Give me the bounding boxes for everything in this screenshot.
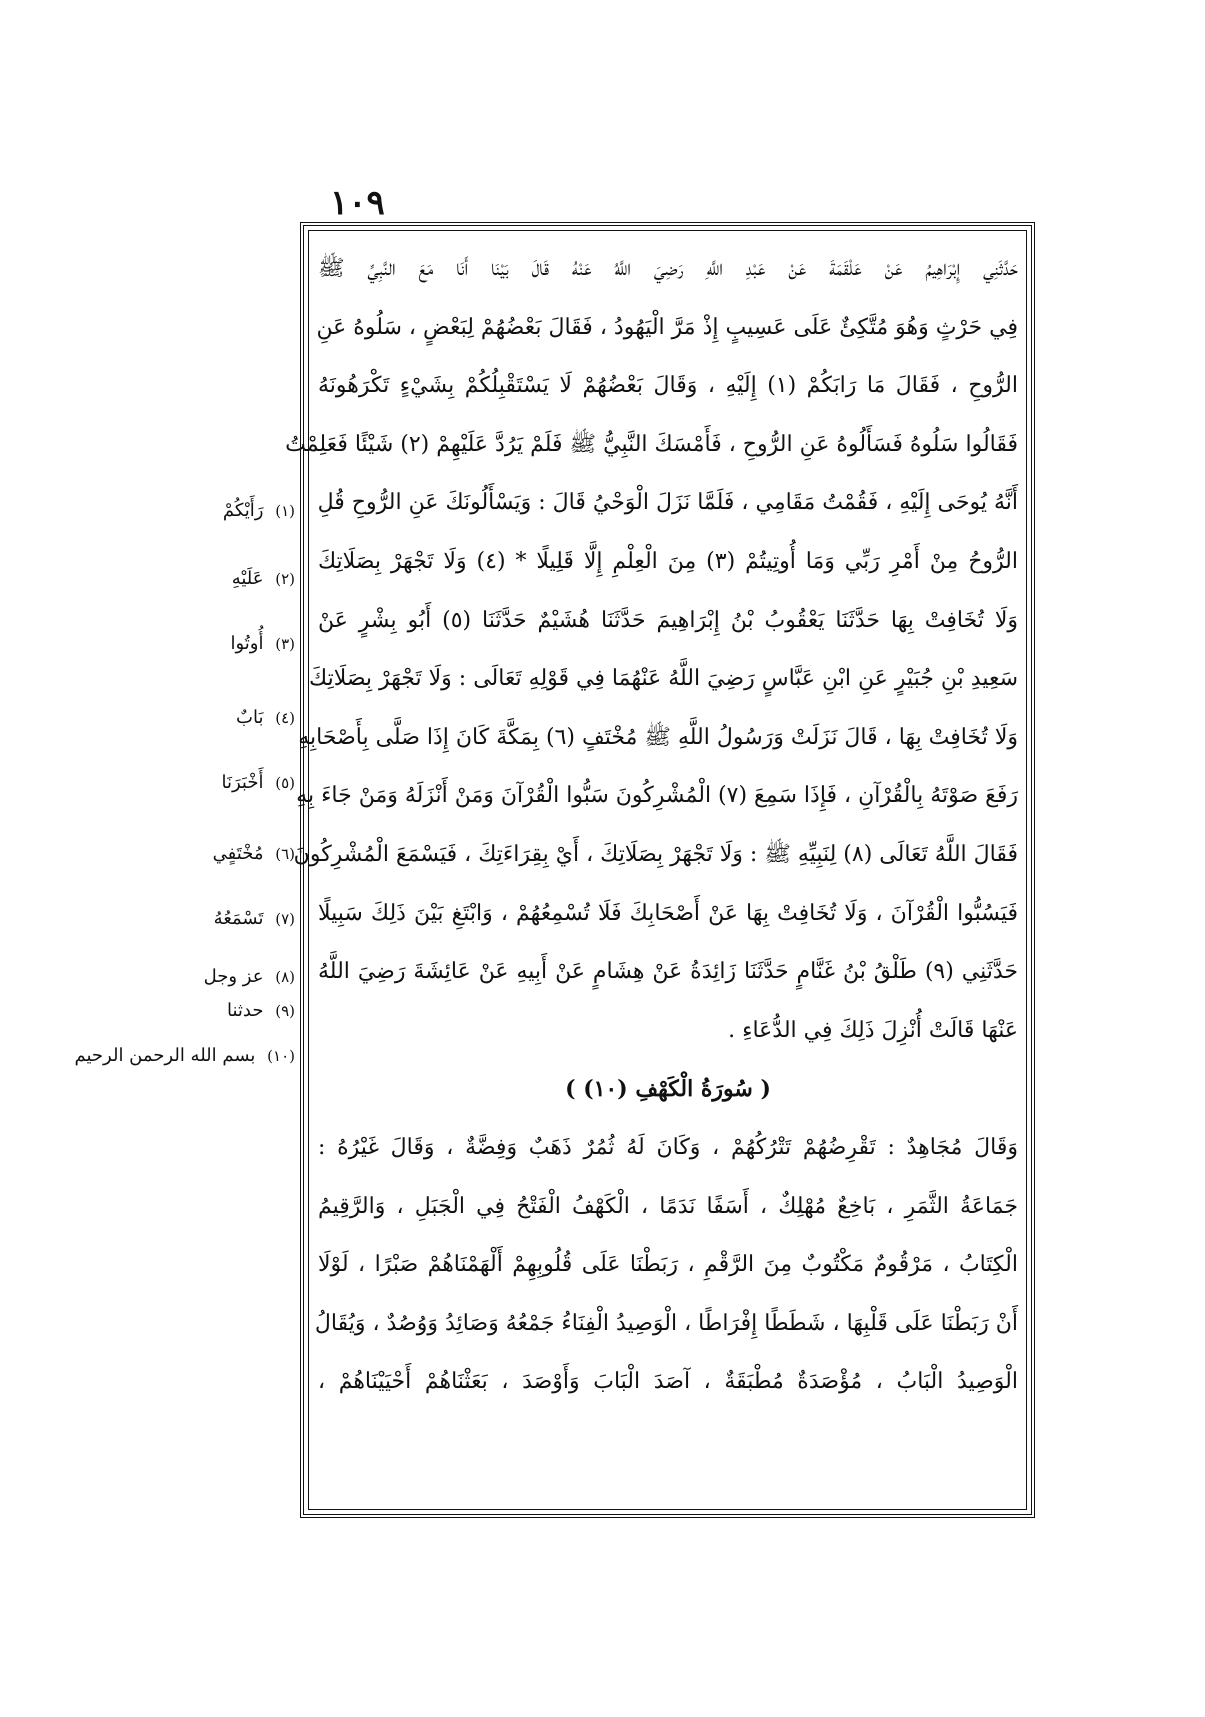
margin-note-9 bbox=[105, 995, 295, 1027]
text-line: حَدَّثَنِي إِبْرَاهِيمُ عَنْ عَلْقَمَةَ عَنْ عَبْدِ اللَّهِ رَضِيَ اللَّهُ عَنْهُ قَالَ بَيْنَا أَنَا مَعَ النَّبِيِّ ﷺ bbox=[318, 256, 1018, 281]
text-line: وَقَالَ مُجَاهِدٌ : تَقْرِضُهُمْ تَتْرُكُهُمْ ، وَكَانَ لَهُ ثُمُرٌ ذَهَبٌ وَفِضَّةٌ ، وَقَالَ غَيْرُهُ : bbox=[318, 1134, 1018, 1160]
margin-note-10 bbox=[74, 1040, 295, 1072]
text-line: فَقَالَ اللَّهُ تَعَالَى (٨) لِنَبِيِّهِ ﷺ : وَلَا تَجْهَرْ بِصَلَاتِكَ ، أَيْ بِقِرَاءَتِكَ ، فَيَسْمَعَ الْمُشْرِكُونَ bbox=[293, 841, 1018, 867]
margin-note-7 bbox=[105, 903, 295, 935]
note-number: (٢) bbox=[275, 570, 295, 588]
note-text: أُوتُوا bbox=[230, 633, 264, 654]
note-number: (١٠) bbox=[267, 1047, 295, 1065]
margin-note-3 bbox=[105, 628, 295, 660]
text-line: سَعِيدِ بْنِ جُبَيْرٍ عَنِ ابْنِ عَبَّاسٍ رَضِيَ اللَّهُ عَنْهُمَا فِي قَوْلِهِ تَعَالَى : وَلَا تَجْهَرْ بِصَلَاتِكَ bbox=[309, 666, 1018, 692]
text-line: الْكِتَابُ ، مَرْقُومٌ مَكْتُوبٌ مِنَ الرَّقْمِ ، رَبَطْنَا عَلَى قُلُوبِهِمْ أَلْهَمْنَاهُمْ صَبْرًا ، لَوْلَا bbox=[318, 1252, 1018, 1278]
note-text: حدثنا bbox=[226, 1000, 264, 1021]
note-text: مُخْتَفٍي bbox=[212, 843, 264, 864]
text-line: وَلَا تُخَافِتْ بِهَا ، قَالَ نَزَلَتْ وَرَسُولُ اللَّهِ ﷺ مُخْتَفٍ (٦) بِمَكَّةَ كَانَ إِذَا صَلَّى بِأَصْحَابِهِ bbox=[298, 724, 1018, 750]
margin-note-6 bbox=[105, 838, 295, 870]
note-text: بسم الله الرحمن الرحيم bbox=[74, 1045, 256, 1066]
note-text: عَلَيْهِ bbox=[231, 568, 264, 589]
note-number: (٥) bbox=[275, 774, 295, 792]
note-number: (٧) bbox=[275, 910, 295, 928]
note-number: (٦) bbox=[275, 845, 295, 863]
text-line: فَيَسُبُّوا الْقُرْآنَ ، وَلَا تُخَافِتْ بِهَا عَنْ أَصْحَابِكَ فَلَا تُسْمِعُهُمْ ، وَابْتَغِ بَيْنَ ذَلِكَ سَبِيلًا bbox=[318, 900, 1018, 926]
note-text: بَابٌ bbox=[236, 707, 264, 728]
text-line: عَنْهَا قَالَتْ أُنْزِلَ ذَلِكَ فِي الدُّعَاءِ . bbox=[728, 1017, 1018, 1043]
text-line: أَنْ رَبَطْنَا عَلَى قَلْبِهَا ، شَطَطًا إِفْرَاطًا ، الْوَصِيدُ الْفِنَاءُ جَمْعُهُ وَصَائِدُ وَوُصُدٌ ، وَيُقَالُ bbox=[314, 1310, 1018, 1336]
surah-title: ( سُورَةُ الْكَهْفِ (١٠) ) bbox=[565, 1076, 771, 1103]
text-line: فِي حَرْثٍ وَهُوَ مُتَّكِئٌ عَلَى عَسِيبٍ إِذْ مَرَّ الْيَهُودُ ، فَقَالَ بَعْضُهُمْ لِبَعْضٍ ، سَلُوهُ عَنِ bbox=[316, 314, 1018, 340]
note-text: رَأَيْكُمْ bbox=[222, 500, 264, 521]
margin-note-5 bbox=[105, 767, 295, 799]
note-number: (٣) bbox=[275, 635, 295, 653]
text-line: الرُّوحُ مِنْ أَمْرِ رَبِّي وَمَا أُوتِيتُمْ (٣) مِنَ الْعِلْمِ إِلَّا قَلِيلًا * (٤) وَلَا تَجْهَرْ بِصَلَاتِكَ bbox=[318, 548, 1018, 574]
margin-note-2 bbox=[105, 563, 295, 595]
note-text: تَسْمَعُهُ bbox=[213, 908, 264, 929]
note-text: أَخْبَرَنَا bbox=[221, 772, 264, 793]
margin-note-4 bbox=[105, 702, 295, 734]
text-line: الْوَصِيدُ الْبَابُ ، مُؤْصَدَةٌ مُطْبَقَةٌ ، آصَدَ الْبَابَ وَأَوْصَدَ ، بَعَثْنَاهُمْ أَحْيَيْنَاهُمْ ، bbox=[318, 1369, 1018, 1395]
margin-note-1 bbox=[105, 495, 295, 527]
text-line: فَقَالُوا سَلُوهُ فَسَأَلُوهُ عَنِ الرُّوحِ ، فَأَمْسَكَ النَّبِيُّ ﷺ فَلَمْ يَرُدَّ عَلَيْهِمْ (٢) شَيْئًا فَعَلِمْتُ bbox=[285, 431, 1018, 457]
text-line: رَفَعَ صَوْتَهُ بِالْقُرْآنِ ، فَإِذَا سَمِعَ (٧) الْمُشْرِكُونَ سَبُّوا الْقُرْآنَ وَمَنْ أَنْزَلَهُ وَمَنْ جَاءَ بِهِ bbox=[296, 783, 1018, 809]
text-line: الرُّوحِ ، فَقَالَ مَا رَابَكُمْ (١) إِلَيْهِ ، وَقَالَ بَعْضُهُمْ لَا يَسْتَقْبِلُكُمْ بِشَيْءٍ تَكْرَهُونَهُ bbox=[318, 373, 1018, 399]
note-number: (٨) bbox=[275, 968, 295, 986]
main-text bbox=[285, 240, 1018, 1412]
note-number: (٤) bbox=[275, 709, 295, 727]
margin-note-8 bbox=[105, 961, 295, 993]
text-line: حَدَّثَنِي (٩) طَلْقُ بْنُ غَنَّامٍ حَدَّثَنَا زَائِدَةُ عَنْ هِشَامٍ عَنْ أَبِيهِ عَنْ عَائِشَةَ رَضِيَ اللَّهُ bbox=[318, 959, 1018, 985]
page-number: ١٠٩ bbox=[330, 183, 385, 223]
text-line: جَمَاعَةُ الثَّمَرِ ، بَاخِعٌ مُهْلِكٌ ، أَسَفًا نَدَمًا ، الْكَهْفُ الْفَتْحُ فِي الْجَبَلِ ، وَالرَّقِيمُ bbox=[318, 1193, 1018, 1219]
text-line: أَنَّهُ يُوحَى إِلَيْهِ ، فَقُمْتُ مَقَامِي ، فَلَمَّا نَزَلَ الْوَحْيُ قَالَ : وَيَسْأَلُونَكَ عَنِ الرُّوحِ قُلِ bbox=[317, 490, 1018, 516]
note-text: عز وجل bbox=[203, 966, 264, 987]
text-line: وَلَا تُخَافِتْ بِهَا حَدَّثَنَا يَعْقُوبُ بْنُ إِبْرَاهِيمَ حَدَّثَنَا هُشَيْمٌ حَدَّثَنَا (٥) أَبُو بِشْرٍ عَنْ bbox=[318, 607, 1018, 633]
note-number: (١) bbox=[275, 502, 295, 520]
note-number: (٩) bbox=[275, 1002, 295, 1020]
